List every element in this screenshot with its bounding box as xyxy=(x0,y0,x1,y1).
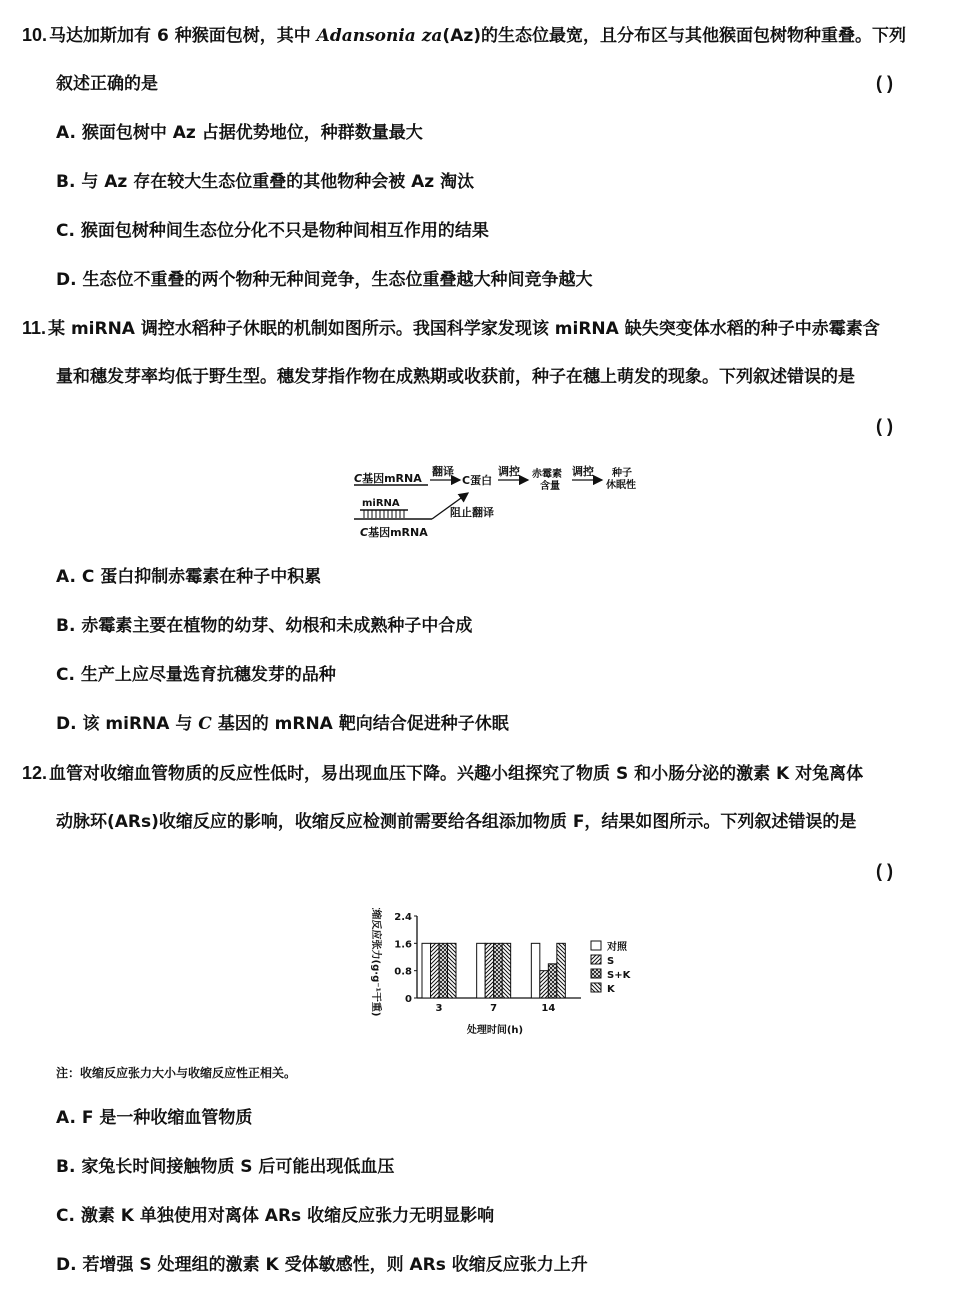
q12-stem-line2: 动脉环(ARs)收缩反应的影响，收缩反应检测前需要给各组添加物质 F，结果如图所示。下列叙述错误的是 xyxy=(56,812,857,832)
q11-option-b: B. 赤霉素主要在植物的幼芽、幼根和未成熟种子中合成 xyxy=(56,616,473,636)
q11-top-mrna-label: C基因mRNA xyxy=(354,472,422,485)
chart-y-tick-label: 2.4 xyxy=(394,912,412,923)
chart-legend-label: 对照 xyxy=(607,942,627,953)
q10-stem-line1 xyxy=(22,25,906,46)
q10-stem-line2: 叙述正确的是 xyxy=(56,74,158,94)
q11-optd-gene: C xyxy=(198,714,212,734)
chart-y-tick-label: 0.8 xyxy=(394,966,412,978)
q11-dormancy-2: 休眠性 xyxy=(606,480,636,491)
chart-x-tick-label: 3 xyxy=(435,1003,443,1014)
chart-legend-swatch xyxy=(591,941,601,950)
q12-option-b: B. 家兔长时间接触物质 S 后可能出现低血压 xyxy=(56,1157,395,1177)
q11-optd-part: D. 该 miRNA 与 xyxy=(56,714,199,734)
q11-bottom-mrna-label: C基因mRNA xyxy=(360,526,428,539)
q10-option-a: A. 猴面包树中 Az 占据优势地位，种群数量最大 xyxy=(56,123,423,143)
q11-dormancy-1: 种子 xyxy=(612,468,632,479)
q12-option-a: A. F 是一种收缩血管物质 xyxy=(56,1108,253,1128)
chart-bar xyxy=(557,943,566,998)
q11-stem-line2: 量和穗发芽率均低于野生型。穗发芽指作物在成熟期或收获前，种子在穗上萌发的现象。下列叙述错误的是 xyxy=(56,367,855,387)
chart-legend-swatch xyxy=(591,955,601,964)
q11-answer-paren: ( ) xyxy=(876,416,893,436)
chart-bar xyxy=(531,943,540,998)
q11-block-translate: 阻止翻译 xyxy=(450,506,494,519)
chart-y-tick-label: 1.6 xyxy=(394,939,412,951)
chart-bar xyxy=(494,943,503,998)
q12-chart-svg xyxy=(355,908,655,1038)
q10-option-b: B. 与 Az 存在较大生态位重叠的其他物种会被 Az 淘汰 xyxy=(56,172,475,192)
chart-bars xyxy=(422,943,565,1014)
chart-bar xyxy=(439,943,448,998)
chart-x-axis-label: 处理时间(h) xyxy=(466,1025,524,1036)
chart-x-tick-label: 14 xyxy=(541,1003,556,1014)
chart-legend-label: S xyxy=(607,956,615,967)
q12-stem-line1 xyxy=(22,763,863,784)
chart-bar xyxy=(477,943,486,998)
chart-legend-swatch xyxy=(591,969,601,978)
q11-mirna-label: miRNA xyxy=(362,498,400,509)
chart-bar xyxy=(448,943,457,998)
q11-number: 11. xyxy=(22,318,47,338)
q10-stem-part: (Az)的生态位最宽，且分布区与其他猴面包树物种重叠。下列 xyxy=(442,26,907,46)
q12-note: 注：收缩反应张力大小与收缩反应性正相关。 xyxy=(56,1066,297,1080)
q12-option-d: D. 若增强 S 处理组的激素 K 受体敏感性，则 ARs 收缩反应张力上升 xyxy=(56,1255,588,1275)
chart-bar xyxy=(502,943,511,998)
chart-bar xyxy=(485,943,494,998)
chart-bar xyxy=(422,943,431,998)
q11-c-protein: C蛋白 xyxy=(462,474,493,487)
chart-bar xyxy=(431,943,440,998)
q10-answer-paren: ( ) xyxy=(876,73,893,93)
chart-legend-label: K xyxy=(607,984,615,995)
q12-option-c: C. 激素 K 单独使用对离体 ARs 收缩反应张力无明显影响 xyxy=(56,1206,495,1226)
q11-base-pairing xyxy=(364,510,404,518)
q11-diagram-svg xyxy=(350,460,660,545)
q11-stem-line1 xyxy=(22,318,880,339)
q12-stem-part: 血管对收缩血管物质的反应性低时，易出现血压下降。兴趣小组探究了物质 S 和小肠分泌的激素 K 对兔离体 xyxy=(49,764,864,784)
chart-bar xyxy=(540,971,549,998)
chart-y-axis-label: 收缩反应张力(g·g⁻¹干重) xyxy=(370,908,381,1017)
q11-option-a: A. C 蛋白抑制赤霉素在种子中积累 xyxy=(56,567,322,587)
q11-optd-part: 基因的 mRNA 靶向结合促进种子休眠 xyxy=(211,714,509,734)
q10-species-name: Adansonia za xyxy=(316,26,443,46)
chart-y-tick-label: 0 xyxy=(405,994,412,1005)
q11-translate-label: 翻译 xyxy=(432,465,454,478)
chart-x-tick-label: 7 xyxy=(490,1003,498,1014)
chart-bar xyxy=(548,964,557,998)
q11-regulate1-label: 调控 xyxy=(498,465,520,478)
q12-bar-chart xyxy=(355,908,655,1038)
q12-answer-paren: ( ) xyxy=(876,861,893,881)
q11-ga-content-2: 含量 xyxy=(540,481,560,492)
q10-option-d: D. 生态位不重叠的两个物种无种间竞争，生态位重叠越大种间竞争越大 xyxy=(56,270,593,290)
chart-legend xyxy=(591,940,632,995)
q11-regulate2-label: 调控 xyxy=(572,465,594,478)
q11-option-c: C. 生产上应尽量选育抗穗发芽的品种 xyxy=(56,665,336,685)
q11-mechanism-diagram xyxy=(350,460,660,545)
chart-legend-label: S+K xyxy=(607,970,631,981)
q11-option-d xyxy=(56,714,509,734)
q11-ga-content-1: 赤霉素 xyxy=(532,469,562,480)
q12-number: 12. xyxy=(22,763,48,783)
q10-option-c: C. 猴面包树种间生态位分化不只是物种间相互作用的结果 xyxy=(56,221,489,241)
chart-legend-swatch xyxy=(591,983,601,992)
q10-stem-part: 马达加斯加有 6 种猴面包树，其中 xyxy=(49,26,317,46)
q10-number: 10. xyxy=(22,25,48,45)
q11-stem-part: 某 miRNA 调控水稻种子休眠的机制如图所示。我国科学家发现该 miRNA 缺失突变体水稻的种子中赤霉素含 xyxy=(48,319,880,339)
